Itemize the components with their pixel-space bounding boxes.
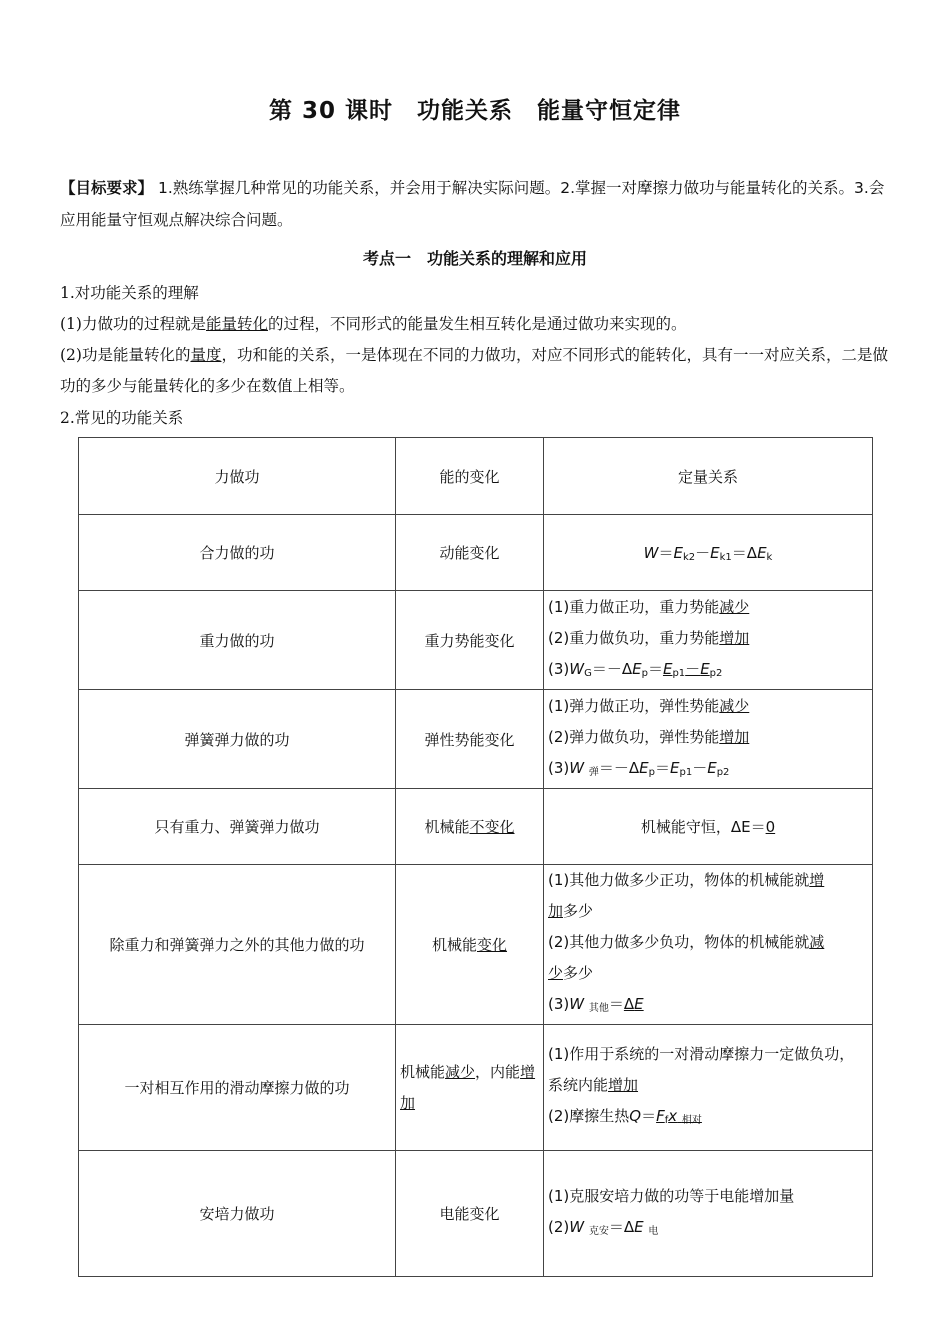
header-cell: 力做功 [79, 438, 396, 515]
force-cell: 重力做的功 [79, 591, 396, 690]
energy-cell: 动能变化 [396, 515, 544, 591]
table-row [79, 1025, 873, 1151]
text: (2)弹力做负功，弹性势能 [548, 727, 720, 746]
relation-cell: $W=E_{k2}-E_{k1}=\Delta E_k$ [544, 515, 873, 591]
answer-blank: 加 [548, 902, 564, 920]
text: 机械能 [400, 1062, 446, 1081]
function-energy-table [78, 437, 873, 1277]
text: 多少 [563, 964, 594, 982]
relation-cell: (1)克服安培力做的功等于电能增加量 (2)W $_{克安}$＝ΔE $_电$ [544, 1151, 873, 1277]
answer-blank: 少 [548, 964, 564, 982]
paragraph-2 [60, 309, 890, 340]
text: (2)功是能量转化的 [60, 346, 191, 364]
text: (1)其他力做多少正功，物体的机械能就 [548, 871, 810, 889]
answer-blank: 减少 [719, 597, 750, 616]
objective-tag: 【目标要求】 [60, 179, 154, 197]
answer-blank: 增加 [608, 1076, 639, 1094]
force-cell: 除重力和弹簧弹力之外的其他力做的功 [79, 865, 396, 1025]
paragraph-4: 2.常见的功能关系 [60, 409, 184, 427]
text: (2) [548, 1217, 570, 1236]
text: 机械能守恒，ΔE＝ [640, 818, 766, 836]
text: (3) [548, 995, 570, 1013]
answer-blank: 不变化 [469, 818, 515, 836]
text: ，功和能的关系，一是体现在不同的力做功，对应不同形式的能转化，具有一一对应关系，二是做功的多少与能量转化的多少在数值上相等。 [60, 346, 888, 395]
energy-cell: 重力势能变化 [396, 591, 544, 690]
relation-cell: (1)弹力做正功，弹性势能减少 (2)弹力做负功，弹性势能增加 (3)W $_弹=-\Delta E_p=E_{p1}-E_{p2}$ [544, 690, 873, 789]
text: (3) [548, 758, 570, 777]
header-cell: 定量关系 [544, 438, 873, 515]
text: (1)力做功的过程就是 [60, 315, 206, 333]
table-row [79, 865, 873, 1025]
force-cell: 只有重力、弹簧弹力做功 [79, 789, 396, 865]
text: (3) [548, 659, 570, 678]
text: ，内能 [475, 1062, 521, 1081]
energy-cell: 弹性势能变化 [396, 690, 544, 789]
text: (1)克服安培力做的功等于电能增加量 [548, 1186, 795, 1205]
force-cell: 安培力做功 [79, 1151, 396, 1277]
table-row [79, 515, 873, 591]
table-row [79, 789, 873, 865]
answer-blank: 减少 [719, 696, 750, 715]
relation-cell: (1)作用于系统的一对滑动摩擦力一定做负功，系统内能增加 (2)摩擦生热$Q=F_fx$ $_{相对}$ [544, 1025, 873, 1151]
text: 机械能 [431, 936, 477, 954]
answer-blank: 减 [809, 933, 825, 951]
energy-cell [396, 865, 544, 1025]
answer-blank: 增加 [719, 727, 750, 746]
text: (2)其他力做多少负功，物体的机械能就 [548, 933, 810, 951]
answer-blank: 减少 [445, 1062, 476, 1081]
subscript: 其他 [588, 1003, 609, 1014]
subscript: 相对 [681, 1115, 702, 1126]
answer-blank: 0 [765, 818, 776, 836]
answer-blank: 增 [809, 871, 825, 889]
text: 的过程，不同形式的能量发生相互转化是通过做功来实现的。 [267, 315, 687, 333]
energy-cell [396, 1025, 544, 1151]
force-cell: 弹簧弹力做的功 [79, 690, 396, 789]
text: (1)作用于系统的一对滑动摩擦力一定做负功，系统内能 [548, 1045, 855, 1094]
text: (2)摩擦生热 [548, 1107, 630, 1125]
force-cell: 一对相互作用的滑动摩擦力做的功 [79, 1025, 396, 1151]
paragraph-3 [60, 340, 890, 402]
subscript: 克安 [588, 1225, 609, 1237]
force-cell: 合力做的功 [79, 515, 396, 591]
subscript: 弹 [588, 766, 599, 778]
text: 多少 [563, 902, 594, 920]
subscript: 电 [648, 1225, 659, 1237]
table-header-row [79, 438, 873, 515]
table-row [79, 690, 873, 789]
paragraph-1: 1.对功能关系的理解 [60, 284, 199, 302]
relation-cell [544, 789, 873, 865]
text: (2)重力做负功，重力势能 [548, 628, 720, 647]
section-heading: 考点一 功能关系的理解和应用 [362, 249, 587, 268]
answer-blank: 增加 [719, 628, 750, 647]
objective-text: 1.熟练掌握几种常见的功能关系，并会用于解决实际问题。2.掌握一对摩擦力做功与能量转化的关系。3.会应用能量守恒观点解决综合问题。 [60, 179, 885, 229]
page-title: 第 30 课时 功能关系 能量守恒定律 [268, 98, 682, 124]
objective-paragraph [60, 172, 890, 236]
relation-cell: (1)其他力做多少正功，物体的机械能就增 加多少 (2)其他力做多少负功，物体的机械能就减 少多少 (3)W $_{其他}$＝ΔE [544, 865, 873, 1025]
energy-cell: 电能变化 [396, 1151, 544, 1277]
header-cell: 能的变化 [396, 438, 544, 515]
energy-cell [396, 789, 544, 865]
text: 机械能 [424, 818, 470, 836]
answer-blank: 增加 [400, 1062, 536, 1112]
answer-blank: 变化 [477, 936, 508, 954]
text: (1)弹力做正功，弹性势能 [548, 696, 720, 715]
answer-blank: 能量转化 [205, 315, 268, 333]
text: (1)重力做正功，重力势能 [548, 597, 720, 616]
table-row [79, 591, 873, 690]
table-row [79, 1151, 873, 1277]
answer-blank: 量度 [190, 346, 222, 364]
relation-cell: (1)重力做正功，重力势能减少 (2)重力做负功，重力势能增加 $(3)W_G=-\Delta E_p=E_{p1}-E_{p2}$ [544, 591, 873, 690]
